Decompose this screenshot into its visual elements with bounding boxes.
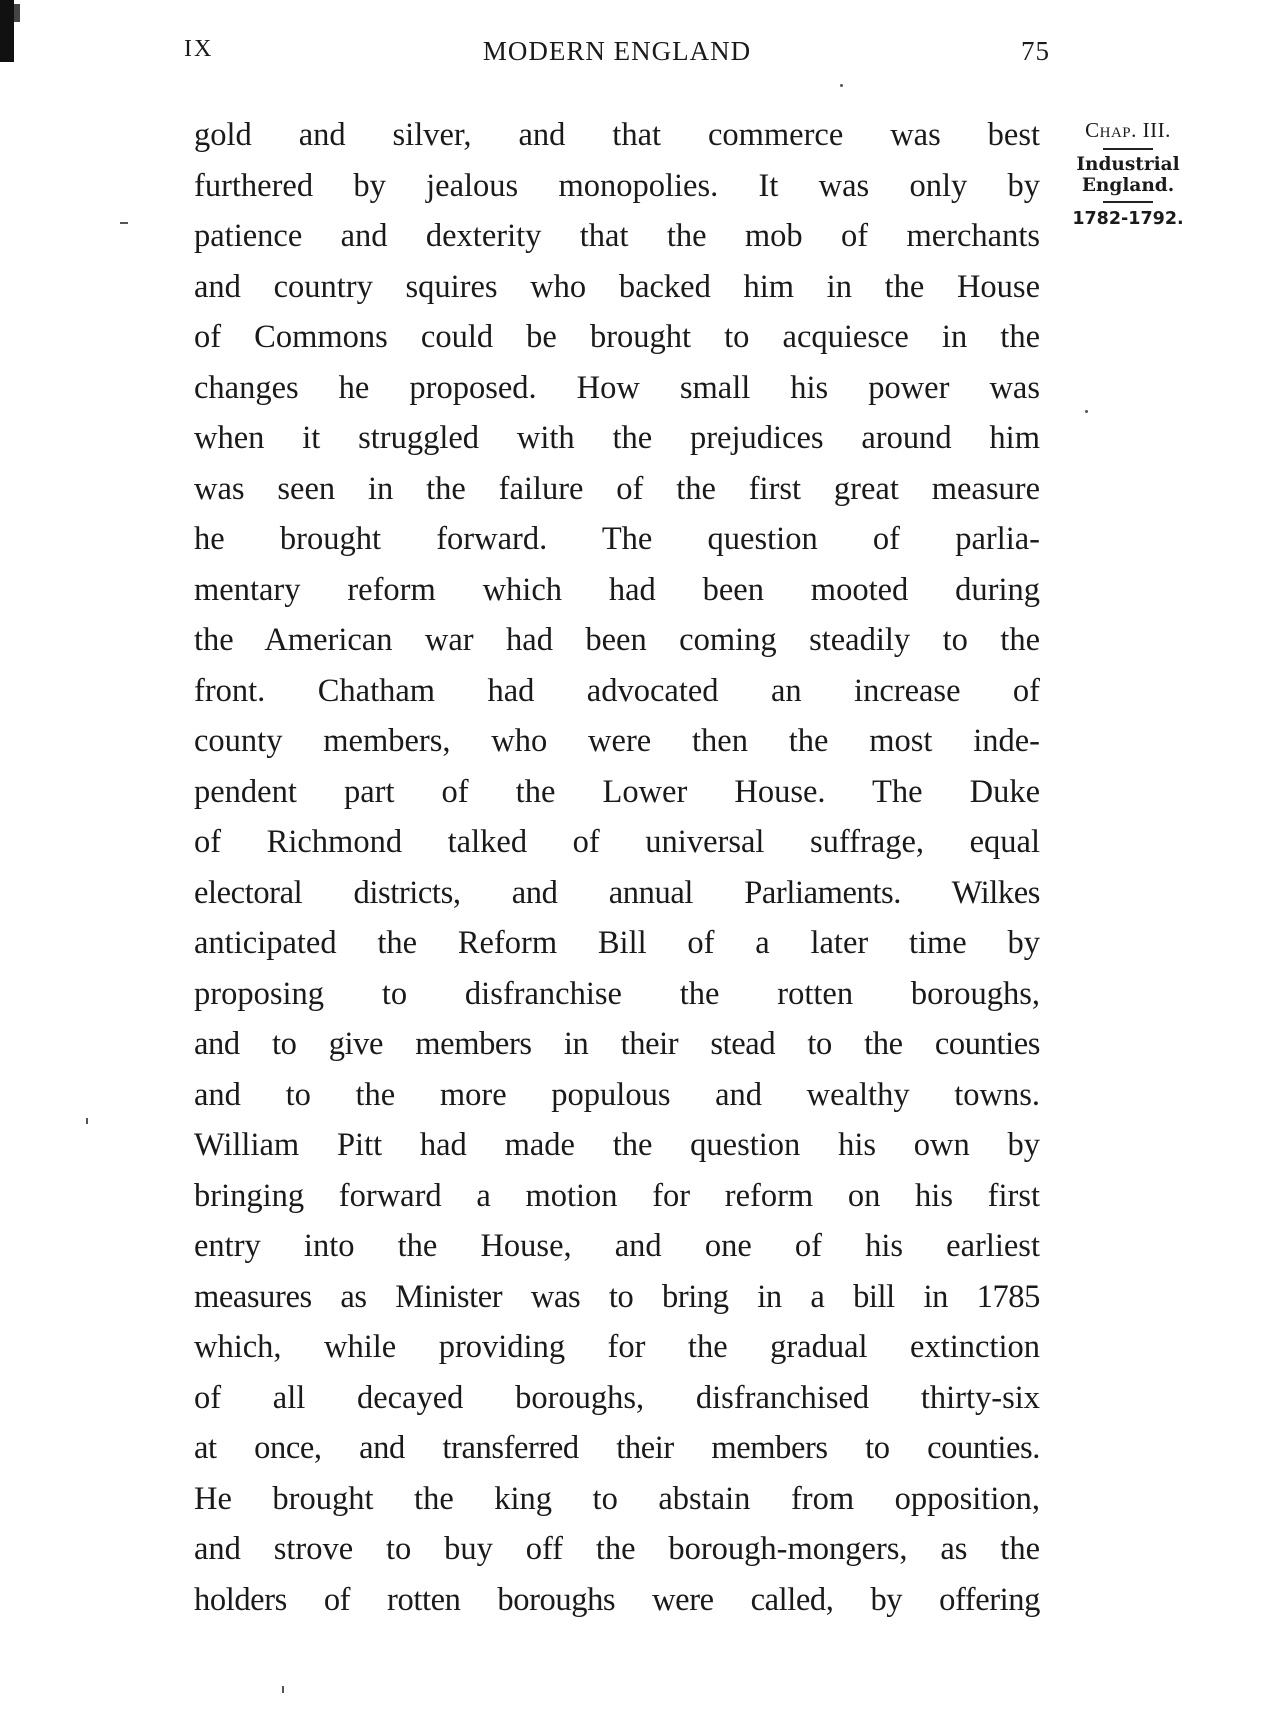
sidenote-chapter: Chap. III.: [1085, 118, 1171, 142]
text-line: and country squires who backed him in the House: [194, 268, 1040, 305]
scan-speck: [120, 222, 128, 224]
text-line: mentary reform which had been mooted during: [194, 571, 1040, 608]
sidenote-topic-line-2: England.: [1081, 175, 1175, 196]
text-line: electoral districts, and annual Parliaments. Wilkes: [194, 874, 1040, 911]
scan-speck: [282, 1686, 284, 1693]
scan-edge-mark: [0, 0, 14, 62]
text-line: measures as Minister was to bring in a bill in 1785: [194, 1278, 1040, 1315]
text-line: patience and dexterity that the mob of merchants: [194, 218, 1040, 254]
text-line: anticipated the Reform Bill of a later time by: [194, 925, 1040, 961]
scan-speck: [86, 1118, 88, 1124]
running-header: [184, 36, 1050, 76]
text-line: and to give members in their stead to the counties: [194, 1026, 1040, 1062]
text-line: and to the more populous and wealthy towns.: [194, 1076, 1040, 1113]
sidenote-dates: 1782-1792.: [1072, 209, 1184, 229]
text-line: and strove to buy off the borough-mongers, as the: [194, 1531, 1040, 1567]
text-line: of Commons could be brought to acquiesce in the: [194, 319, 1040, 355]
text-line: of all decayed boroughs, disfranchised thirty-six: [194, 1379, 1040, 1416]
text-line: furthered by jealous monopolies. It was only by: [194, 167, 1040, 204]
text-line: pendent part of the Lower House. The Duke: [194, 773, 1040, 810]
text-line: was seen in the failure of the first great measure: [194, 470, 1040, 507]
sidenote-rule: [1103, 201, 1153, 203]
running-title: MODERN ENGLAND: [482, 36, 752, 66]
text-line: proposing to disfranchise the rotten boroughs,: [194, 975, 1040, 1012]
chapter-number: IX: [184, 36, 214, 62]
text-line: front. Chatham had advocated an increase of: [194, 672, 1040, 709]
body-text: [194, 110, 1040, 1625]
sidenote-rule: [1103, 148, 1153, 150]
text-line: He brought the king to abstain from opposition,: [194, 1480, 1040, 1517]
text-line: William Pitt had made the question his own by: [194, 1127, 1040, 1163]
text-line: entry into the House, and one of his earliest: [194, 1228, 1040, 1264]
sidenote-topic-line-1: Industrial: [1076, 154, 1180, 175]
text-line: gold and silver, and that commerce was best: [194, 117, 1040, 153]
page-number: 75: [1021, 36, 1050, 66]
text-line: changes he proposed. How small his power was: [194, 369, 1040, 406]
text-line: at once, and transferred their members to counties.: [194, 1430, 1040, 1466]
text-line: he brought forward. The question of parlia-: [194, 521, 1040, 557]
text-line: when it struggled with the prejudices around him: [194, 420, 1040, 456]
scan-speck: [840, 84, 843, 87]
text-line: the American war had been coming steadily to the: [194, 622, 1040, 658]
text-line: of Richmond talked of universal suffrage, equal: [194, 824, 1040, 860]
text-line: bringing forward a motion for reform on his first: [194, 1177, 1040, 1214]
margin-sidenote: [1054, 118, 1202, 229]
text-line: holders of rotten boroughs were called, by offering: [194, 1581, 1040, 1618]
text-line: which, while providing for the gradual extinction: [194, 1329, 1040, 1365]
text-line: county members, who were then the most inde-: [194, 723, 1040, 759]
scan-speck: [1085, 410, 1088, 413]
